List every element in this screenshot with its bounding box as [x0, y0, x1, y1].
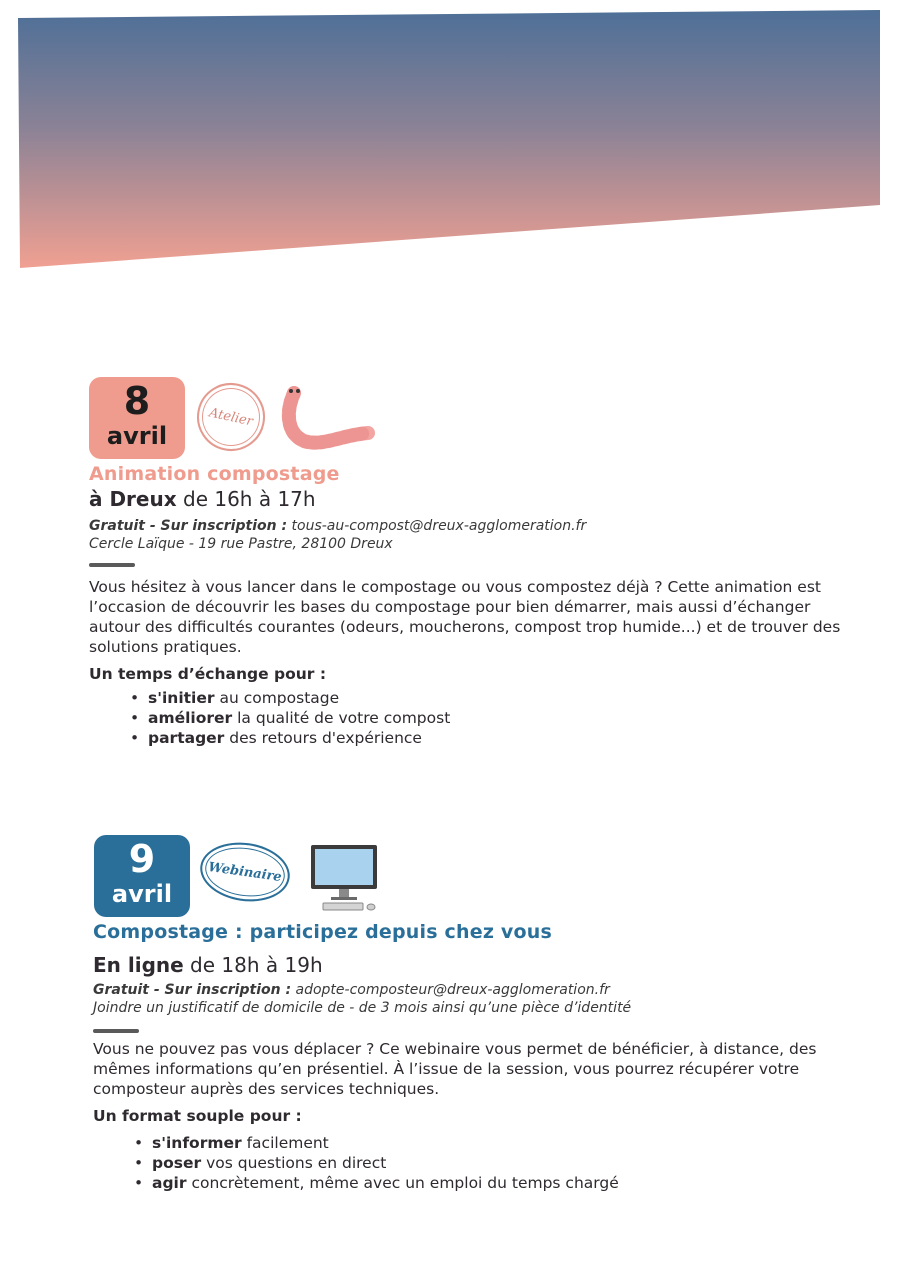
registration-email: tous-au-compost@dreux-agglomeration.fr	[287, 518, 587, 534]
bullets-heading: Un format souple pour :	[93, 1107, 302, 1125]
divider	[93, 1029, 139, 1033]
list-item	[130, 728, 450, 748]
bullet-text: des retours d'expérience	[224, 729, 422, 747]
divider	[89, 563, 135, 567]
event-location: En ligne	[93, 953, 184, 977]
event-title: Compostage : participez depuis chez vous	[93, 921, 552, 943]
worm-icon	[276, 381, 386, 453]
bullet-keyword: améliorer	[148, 709, 233, 727]
event-info	[89, 517, 586, 553]
date-day: 9	[128, 837, 156, 881]
bullet-keyword: s'initier	[148, 689, 215, 707]
event-type-stamp	[191, 377, 272, 458]
event-location-time	[89, 487, 316, 511]
event-location-time	[93, 953, 323, 977]
date-badge	[89, 377, 185, 459]
event-location: à Dreux	[89, 487, 177, 511]
list-item	[130, 688, 450, 708]
event-info	[93, 981, 631, 1017]
date-day: 8	[123, 379, 151, 423]
bullet-keyword: poser	[152, 1154, 202, 1172]
bullet-list	[130, 688, 450, 748]
bullet-text: vos questions en direct	[201, 1154, 387, 1172]
bullets-heading: Un temps d’échange pour :	[89, 665, 327, 683]
bullet-list	[134, 1133, 619, 1193]
list-item	[130, 708, 450, 728]
event-address: Cercle Laïque - 19 rue Pastre, 28100 Dreux	[89, 536, 393, 552]
computer-icon	[305, 841, 387, 917]
list-item	[134, 1133, 619, 1153]
header-banner	[0, 0, 900, 280]
event-time: de 18h à 19h	[183, 953, 323, 977]
list-item	[134, 1173, 619, 1193]
event-requirements: Joindre un justificatif de domicile de - de 3 mois ainsi qu’une pièce d’identité	[93, 1000, 632, 1016]
bullet-text: la qualité de votre compost	[232, 709, 451, 727]
event-title: Animation compostage	[89, 463, 340, 485]
bullet-text: facilement	[241, 1134, 329, 1152]
registration-email: adopte-composteur@dreux-agglomeration.fr	[291, 982, 610, 998]
bullet-keyword: agir	[152, 1174, 187, 1192]
bullet-text: concrètement, même avec un emploi du temps chargé	[186, 1174, 619, 1192]
event-type-stamp	[196, 837, 293, 907]
bullet-text: au compostage	[214, 689, 340, 707]
registration-label: Gratuit - Sur inscription :	[89, 518, 288, 534]
list-item	[134, 1153, 619, 1173]
bullet-keyword: s'informer	[152, 1134, 242, 1152]
date-badge	[94, 835, 190, 917]
registration-label: Gratuit - Sur inscription :	[93, 982, 292, 998]
event-type-label: Atelier	[207, 405, 255, 429]
date-month: avril	[111, 880, 173, 908]
event-type-label: Webinaire	[207, 859, 283, 885]
date-month: avril	[106, 422, 168, 450]
event-time: de 16h à 17h	[176, 487, 316, 511]
bullet-keyword: partager	[148, 729, 225, 747]
event-description: Vous hésitez à vous lancer dans le compostage ou vous compostez déjà ? Cette animation est l’occasion de découvrir les bases du compostage pour bien démarrer, mais aussi d’échanger autour des difficultés courantes (odeurs, moucherons, compost trop humide...) et de trouver des solutions pratiques.	[89, 578, 841, 656]
event-description: Vous ne pouvez pas vous déplacer ? Ce webinaire vous permet de bénéficier, à distance, des mêmes informations qu’en présentiel. À l’issue de la session, vous pourrez récupérer votre composteur auprès des services techniques.	[93, 1040, 817, 1098]
